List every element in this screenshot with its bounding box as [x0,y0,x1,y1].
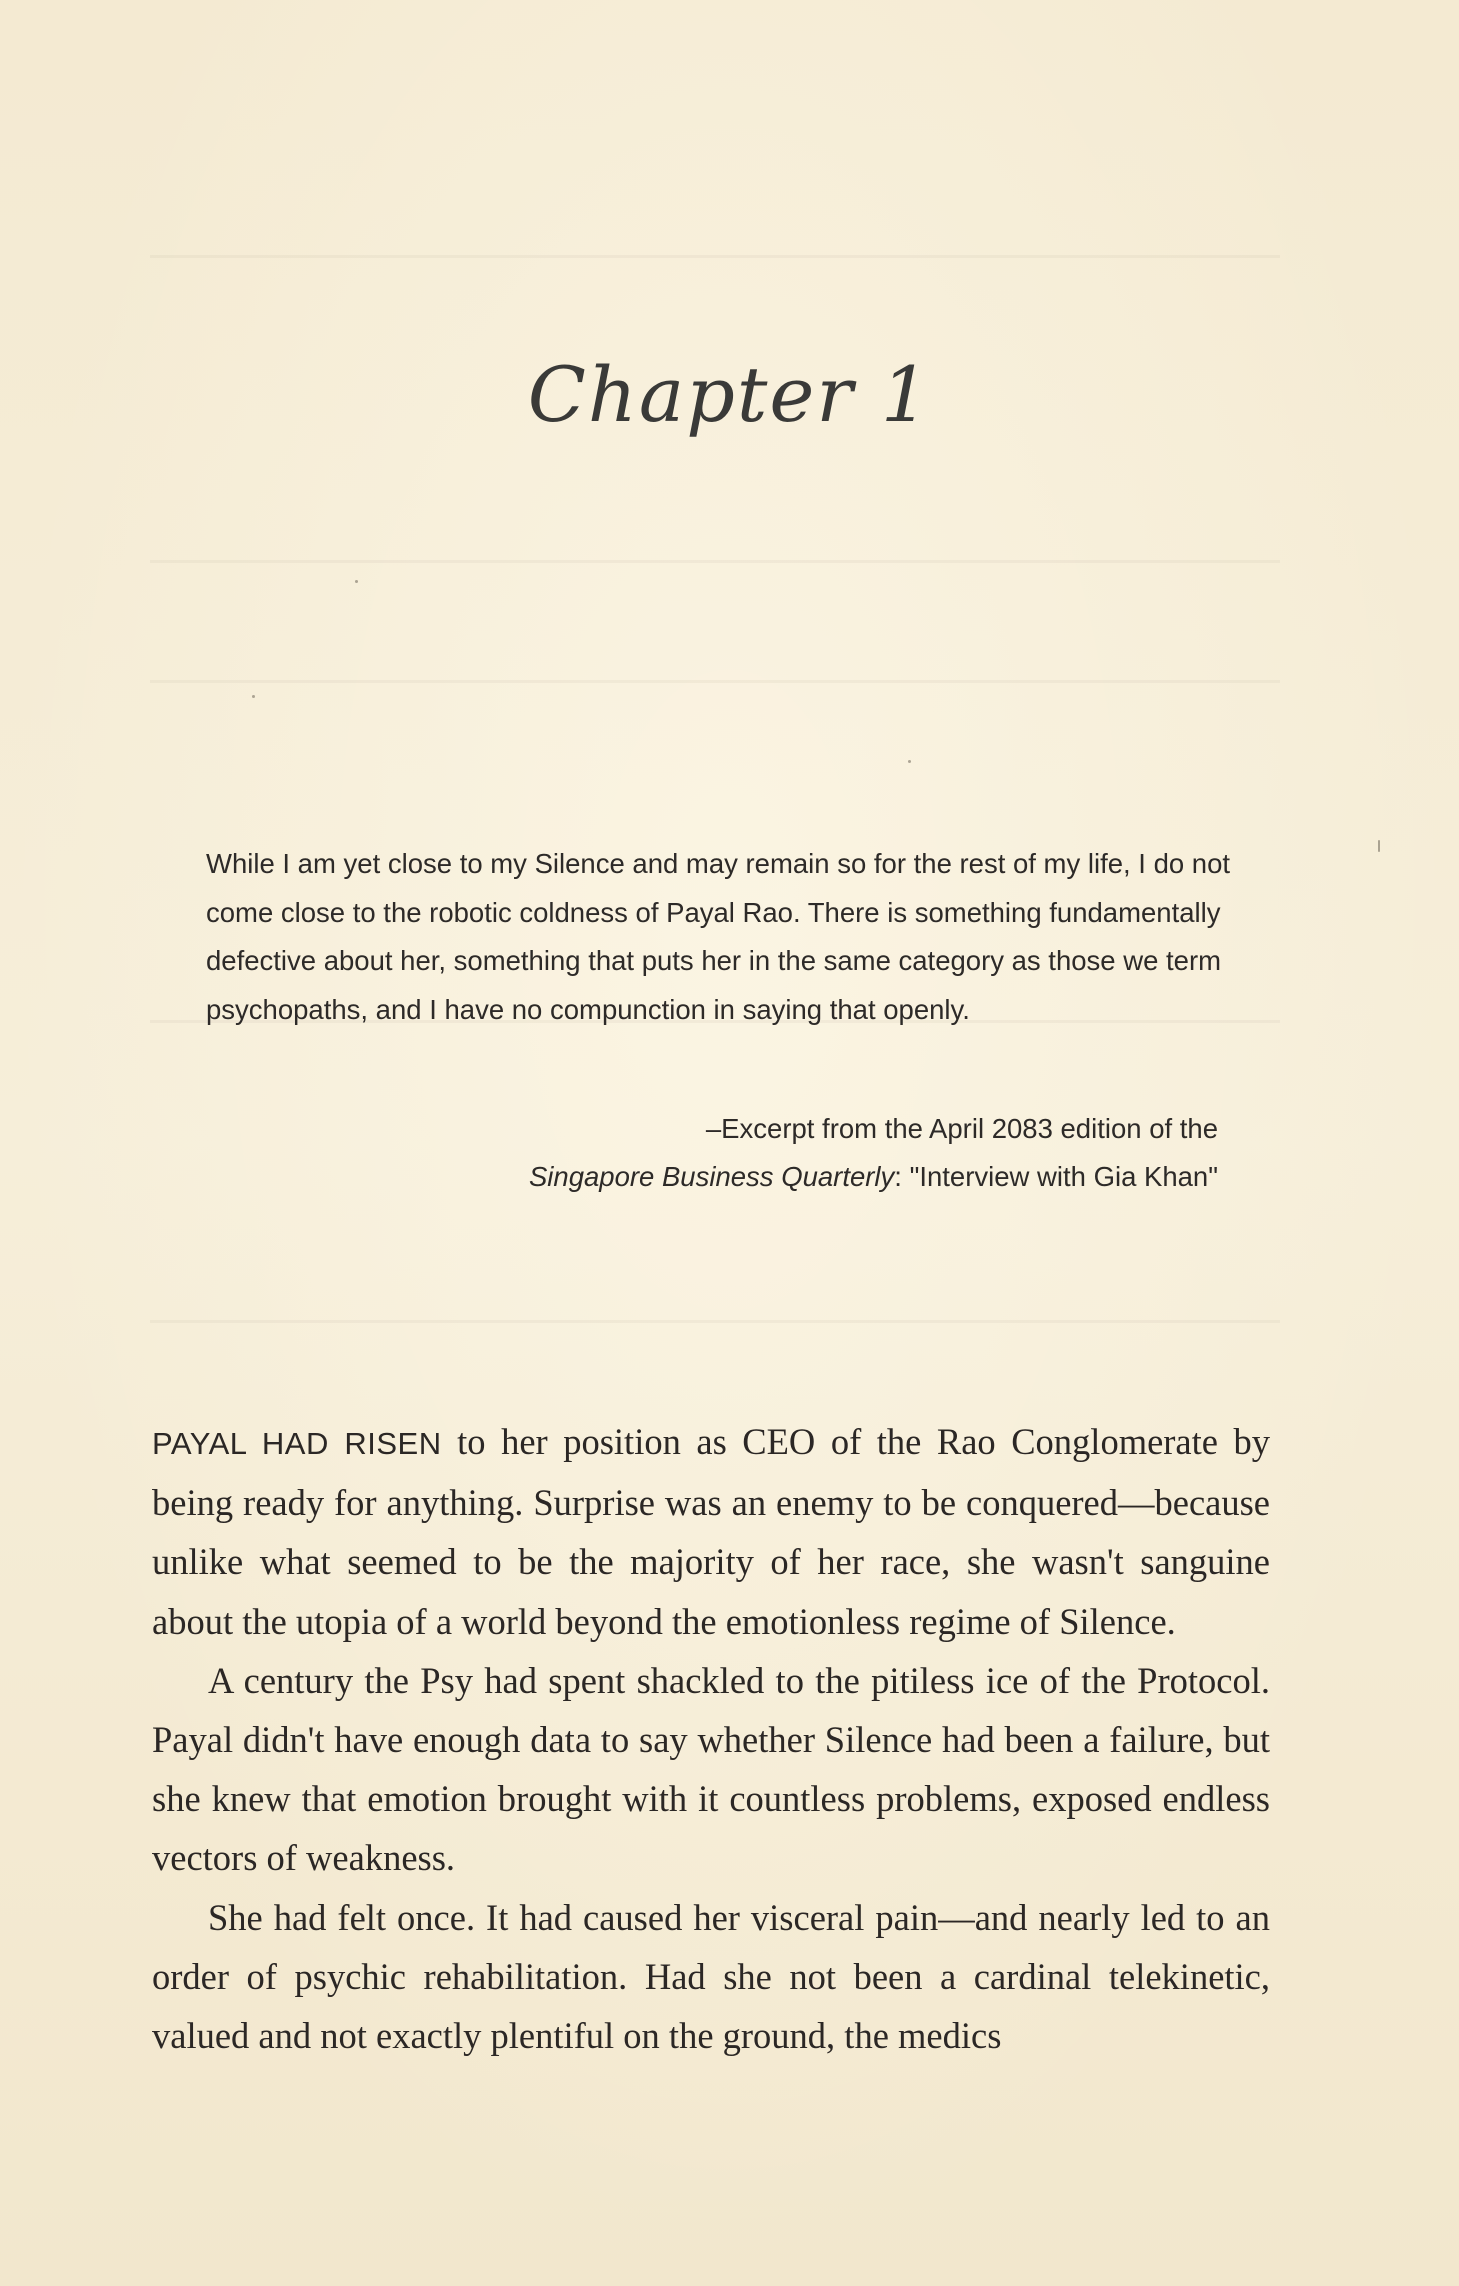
show-through-line [150,255,1280,258]
epigraph-attribution [300,1105,1218,1201]
lead-in-small-caps: PAYAL HAD RISEN [152,1426,442,1461]
chapter-title: Chapter 1 [527,350,932,439]
paragraph-2: A century the Psy had spent shackled to the pitiless ice of the Protocol. Payal didn't have enough data to say whether Silence had been a failure, but she knew that emotion brought with it countless problems, exposed endless vectors of weakness. [152,1659,1270,1879]
paragraph-1-text: to her position as CEO of the Rao Conglomerate by being ready for anything. Surprise was an enemy to be conquered—because unlike what seemed to be the majority of her race, she wasn't sanguine about the utopia of a world beyond the emotionless regime of Silence. [152,1421,1271,1642]
attribution-line-2 [300,1153,1218,1201]
paper-speck [908,760,911,763]
paper-speck [252,695,255,698]
epigraph [206,840,1236,1034]
interview-title: : "Interview with Gia Khan" [894,1161,1218,1192]
show-through-line [150,560,1280,563]
paper-speck [1378,840,1380,852]
epigraph-text: While I am yet close to my Silence and may remain so for the rest of my life, I do not come close to the robotic coldness of Payal Rao. There is something fundamentally defective about her, something that puts her in the same category as those we term psychopaths, and I have no compunction in saying that openly. [206,848,1231,1025]
show-through-line [150,680,1280,683]
body-text [152,1412,1270,2065]
paragraph-1 [152,1412,1270,1651]
publication-title: Singapore Business Quarterly [528,1161,895,1192]
paragraph-3: She had felt once. It had caused her visceral pain—and nearly led to an order of psychic rehabilitation. Had she not been a cardinal telekinetic, valued and not exactly plentiful on the ground, the medics [152,1896,1270,2057]
attribution-line-1: –Excerpt from the April 2083 edition of the [705,1113,1218,1144]
show-through-line [150,1320,1280,1323]
paper-speck [355,580,358,583]
